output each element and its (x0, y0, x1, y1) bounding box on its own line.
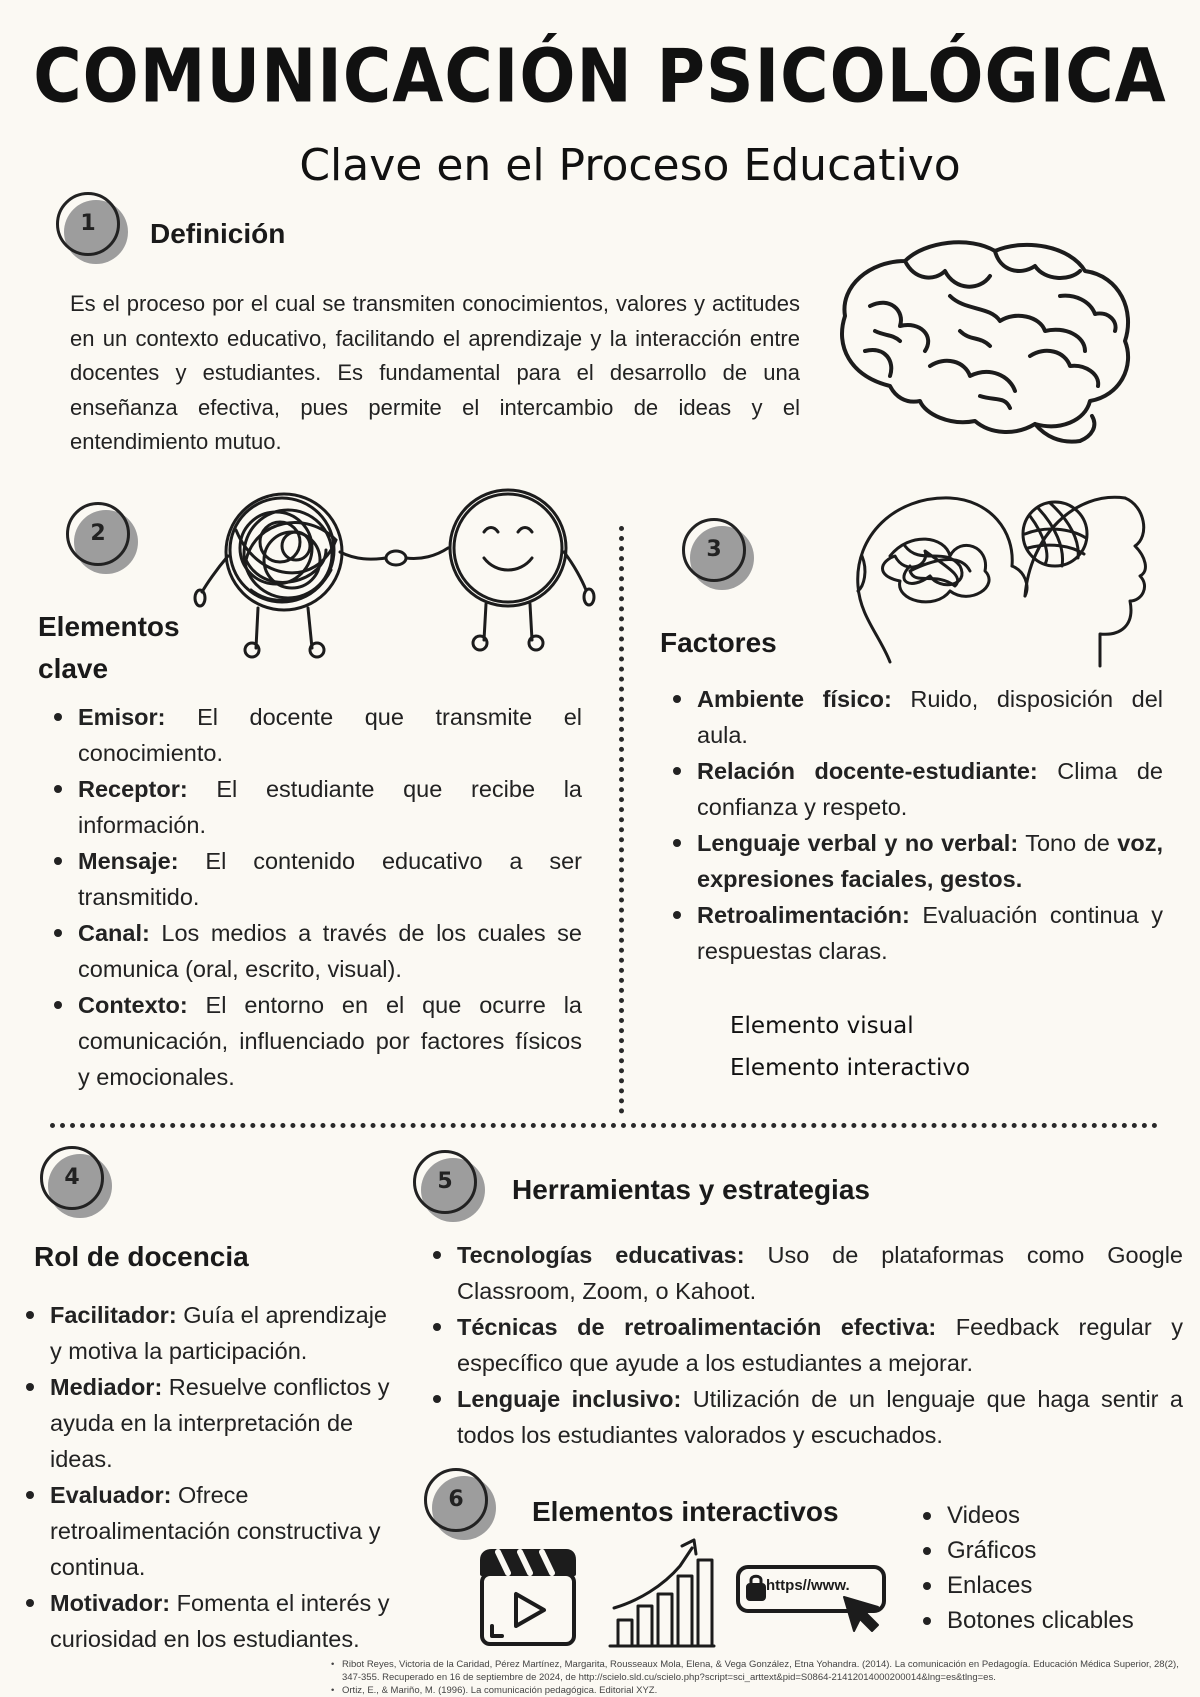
head-profile-yarn-icon (850, 476, 1140, 666)
browser-url-icon (736, 1565, 888, 1635)
tangled-and-smiling-circles-icon (196, 490, 604, 660)
url-label: https//www. (766, 1577, 850, 1594)
section-number-4: 4 (40, 1146, 108, 1214)
vertical-divider (619, 526, 624, 1114)
section-heading-elementos-interactivos: Elementos interactivos (532, 1496, 839, 1527)
list-item: Emisor: El docente que transmite el conocimiento. (54, 699, 582, 771)
list-item: Tecnologías educativas: Uso de plataformas como Google Classroom, Zoom, o Kahoot. (433, 1237, 1183, 1309)
list-item: Facilitador: Guía el aprendizaje y motiva la participación. (26, 1297, 396, 1369)
horizontal-divider (50, 1123, 1158, 1128)
section-heading-definicion: Definición (150, 218, 286, 249)
note-elemento-visual: Elemento visual (730, 1013, 914, 1039)
section-number-5: 5 (413, 1150, 481, 1218)
note-elemento-interactivo: Elemento interactivo (730, 1055, 971, 1081)
heading-line-2: clave (38, 653, 109, 684)
section-heading-herramientas: Herramientas y estrategias (512, 1174, 870, 1205)
section-heading-factores: Factores (660, 627, 777, 658)
section-number-2: 2 (66, 502, 134, 570)
list-item: Lenguaje inclusivo: Utilización de un lenguaje que haga sentir a todos los estudiantes valorados y escuchados. (433, 1381, 1183, 1453)
section-heading-rol-docencia: Rol de docencia (34, 1241, 249, 1272)
list-item: Botones clicables (923, 1603, 1183, 1638)
list-item: Enlaces (923, 1568, 1183, 1603)
list-item: Gráficos (923, 1533, 1183, 1568)
factores-notes (730, 1005, 970, 1089)
elementos-clave-list (54, 699, 582, 1095)
page-subtitle: Clave en el Proceso Educativo (299, 140, 961, 191)
list-item: Evaluador: Ofrece retroalimentación constructiva y continua. (26, 1477, 396, 1585)
section-heading-elementos-clave (38, 606, 180, 690)
rol-docencia-list (26, 1297, 396, 1657)
section-number-1: 1 (56, 192, 124, 260)
list-item: Retroalimentación: Evaluación continua y respuestas claras. (673, 897, 1163, 969)
list-item: Receptor: El estudiante que recibe la información. (54, 771, 582, 843)
video-clapper-icon (478, 1548, 578, 1648)
list-item: Mediador: Resuelve conflictos y ayuda en la interpretación de ideas. (26, 1369, 396, 1477)
list-item: Ambiente físico: Ruido, disposición del aula. (673, 681, 1163, 753)
list-item: Mensaje: El contenido educativo a ser transmitido. (54, 843, 582, 915)
factores-list (673, 681, 1163, 969)
list-item: Motivador: Fomenta el interés y curiosidad en los estudiantes. (26, 1585, 396, 1657)
list-item: Videos (923, 1498, 1183, 1533)
elementos-interactivos-list (923, 1498, 1183, 1638)
list-item: Contexto: El entorno en el que ocurre la comunicación, influenciado por factores físicos y emocionales. (54, 987, 582, 1095)
list-item: Lenguaje verbal y no verbal: Tono de voz, expresiones faciales, gestos. (673, 825, 1163, 897)
page-title: COMUNICACIÓN PSICOLÓGICA (33, 33, 1167, 120)
section-number-6: 6 (424, 1468, 492, 1536)
references-list (330, 1658, 1182, 1697)
list-item: Canal: Los medios a través de los cuales se comunica (oral, escrito, visual). (54, 915, 582, 987)
heading-line-1: Elementos (38, 611, 180, 642)
reference-item: • Ortiz, E., & Mariño, M. (1996). La comunicación pedagógica. Editorial XYZ. (330, 1684, 1182, 1697)
list-item: Relación docente-estudiante: Clima de confianza y respeto. (673, 753, 1163, 825)
growth-chart-icon (608, 1536, 716, 1648)
brain-icon (830, 236, 1140, 446)
herramientas-list (433, 1237, 1183, 1453)
list-item: Técnicas de retroalimentación efectiva: Feedback regular y específico que ayude a los estudiantes a mejorar. (433, 1309, 1183, 1381)
definition-paragraph: Es el proceso por el cual se transmiten conocimientos, valores y actitudes en un contexto educativo, facilitando el aprendizaje y la interacción entre docentes y estudiantes. Es fundamental para el desarrollo de una enseñanza efectiva, pues permite el intercambio de ideas y el entendimiento mutuo. (70, 291, 800, 454)
section-number-3: 3 (682, 518, 750, 586)
reference-item: • Ribot Reyes, Victoria de la Caridad, Pérez Martínez, Margarita, Rousseaux Mola, Elena, & Vega González, Etna Yohandra. (2014). La comunicación en Pedagogía. Educación Médica Superior, 28(2), 347-355. Recuperado en 16 de septiembre de 2024, de http://scielo.sld.cu/scielo.php?script=sci_arttext&pid=S0864-21412014000200014&lng=es&tlng=es. (330, 1658, 1182, 1684)
